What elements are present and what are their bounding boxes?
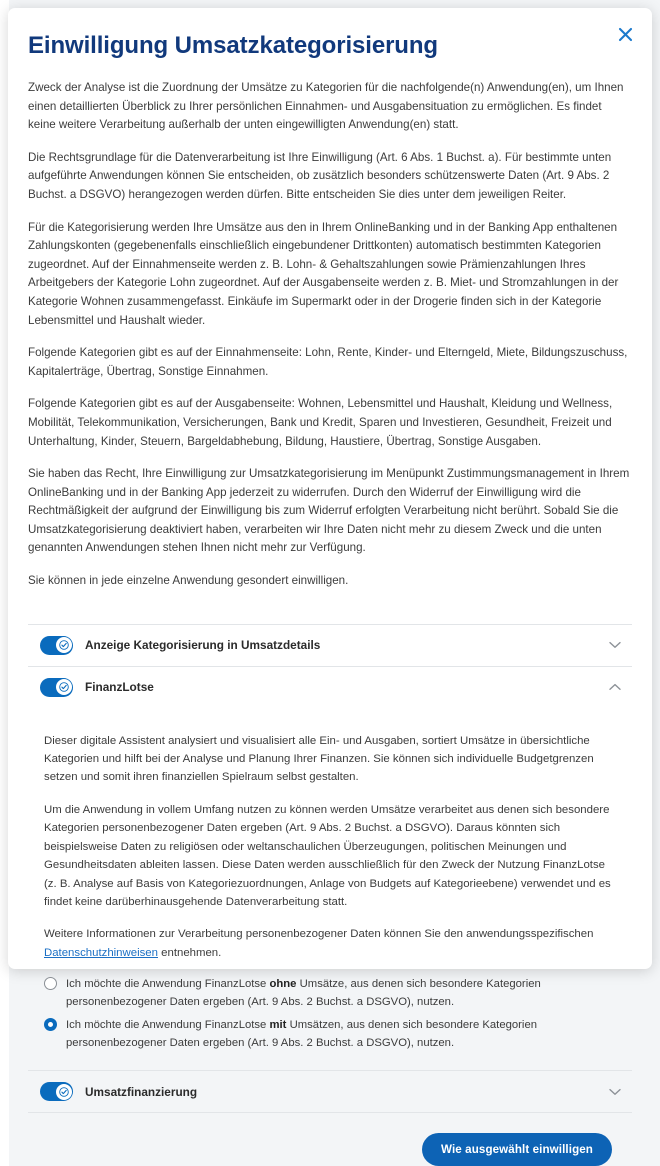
panel-paragraph: Dieser digitale Assistent analysiert und visualisiert alle Ein- und Ausgaben, sortiert Umsätze in übersichtliche Kategorien und hilft bei der Analyse und Planung Ihrer Finanzen. Sie können sich individuelle Budgetgrenzen setzen und somit ihren finanziellen Spielraum selbst gestalten. bbox=[44, 734, 594, 784]
radio-option-label bbox=[66, 1017, 616, 1052]
radio-text-before: Ich möchte die Anwendung FinanzLotse bbox=[66, 1019, 270, 1032]
check-icon bbox=[56, 1084, 72, 1100]
link-prefix-text: Weitere Informationen zur Verarbeitung personenbezogener Daten können Sie den anwendungsspezifischen bbox=[44, 928, 594, 941]
panel-link-paragraph bbox=[44, 925, 616, 962]
consent-toggle-umsatzfinanzierung[interactable] bbox=[40, 1082, 73, 1101]
accordion-header[interactable] bbox=[28, 625, 632, 666]
submit-consent-button[interactable]: Wie ausgewählt einwilligen bbox=[422, 1133, 612, 1166]
check-icon bbox=[56, 637, 72, 653]
radio-unselected-icon[interactable] bbox=[44, 977, 57, 990]
intro-paragraph: Für die Kategorisierung werden Ihre Umsätze aus den in Ihrem OnlineBanking und in der Banking App enthaltenen Zahlungskonten (gegebenenfalls einschließlich eingebundener Drittkonten) automatisch bestimmten Kategorien zugeordnet. Auf der Einnahmenseite werden z. B. Lohn- & Gehaltszahlungen sowie Prämienzahlungen Ihres Arbeitgebers der Kategorie Lohn zugeordnet. Auf der Ausgabenseite werden z. B. Miet- und Stromzahlungen in der Kategorie Wohnen zusammengefasst. Einkäufe im Supermarkt oder in der Drogerie finden sich in der Kategorie Lebensmittel und Haushalt wieder. bbox=[28, 220, 619, 327]
accordion-header[interactable] bbox=[28, 667, 632, 708]
accordion-item-umsatzfinanzierung bbox=[28, 1070, 632, 1113]
consent-dialog bbox=[8, 8, 652, 1157]
radio-option-mit[interactable] bbox=[44, 1017, 616, 1052]
intro-text-block bbox=[28, 79, 632, 614]
privacy-notice-link[interactable]: Datenschutzhinweisen bbox=[44, 946, 158, 959]
radio-text-before: Ich möchte die Anwendung FinanzLotse bbox=[66, 978, 270, 991]
dialog-body bbox=[8, 79, 652, 1166]
consent-toggle-kategorisierung[interactable] bbox=[40, 636, 73, 655]
radio-option-label bbox=[66, 976, 616, 1011]
intro-paragraph: Zweck der Analyse ist die Zuordnung der Umsätze zu Kategorien für die nachfolgende(n) Anwendung(en), um Ihnen einen detaillierten Überblick zu Ihrer persönlichen Einnahmen- und Ausgabensituation zu ermöglichen. Es findet keine weitere Verarbeitung außerhalb der unten eingewilligten Anwendung(en) statt. bbox=[28, 81, 624, 132]
special-data-radio-group bbox=[44, 976, 616, 1052]
radio-selected-icon[interactable] bbox=[44, 1018, 57, 1031]
link-suffix-text: entnehmen. bbox=[157, 946, 222, 959]
radio-option-ohne[interactable] bbox=[44, 976, 616, 1011]
dialog-footer bbox=[28, 1113, 632, 1166]
page-title: Einwilligung Umsatzkategorisierung bbox=[28, 32, 438, 59]
accordion-header[interactable] bbox=[28, 1071, 632, 1112]
radio-text-after: Umsätzen, aus denen sich besondere Kategorien personenbezogener Daten ergeben (Art. 9 Abs. 2 Buchst. a DSGVO), nutzen. bbox=[66, 1019, 538, 1049]
accordion-item-kategorisierung bbox=[28, 624, 632, 666]
accordion-item-finanzlotse bbox=[28, 666, 632, 1070]
consent-toggle-finanzlotse[interactable] bbox=[40, 678, 73, 697]
radio-text-emphasis: ohne bbox=[269, 978, 297, 991]
intro-paragraph: Sie haben das Recht, Ihre Einwilligung zur Umsatzkategorisierung im Menüpunkt Zustimmungsmanagement in Ihrem OnlineBanking und in der Banking App jederzeit zu widerrufen. Durch den Widerruf der Einwilligung wird die Rechtmäßigkeit der aufgrund der Einwilligung bis zum Widerruf erfolgten Verarbeitung nicht berührt. Sobald Sie die Umsatzkategorisierung deaktiviert haben, verarbeiten wir Ihre Daten nicht mehr zu diesem Zweck und die unten genannten Anwendungen stehen Ihnen nicht mehr zur Verfügung. bbox=[28, 467, 630, 555]
radio-text-emphasis: mit bbox=[269, 1019, 287, 1032]
chevron-down-icon[interactable] bbox=[606, 636, 624, 654]
close-icon[interactable] bbox=[612, 21, 638, 47]
check-icon bbox=[56, 679, 72, 695]
accordion-panel-finanzlotse bbox=[28, 708, 632, 1070]
accordion-label: Umsatzfinanzierung bbox=[85, 1084, 198, 1099]
intro-paragraph: Sie können in jede einzelne Anwendung gesondert einwilligen. bbox=[28, 574, 349, 588]
application-consent-list bbox=[28, 624, 632, 1113]
chevron-down-icon[interactable] bbox=[606, 1083, 624, 1101]
chevron-up-icon[interactable] bbox=[606, 678, 624, 696]
intro-paragraph: Folgende Kategorien gibt es auf der Ausgabenseite: Wohnen, Lebensmittel und Haushalt, Kleidung und Wellness, Mobilität, Telekommunikation, Versicherungen, Bank und Kredit, Sparen und Investieren, Gesundheit, Freizeit und Unterhaltung, Kinder, Steuern, Bargeldabhebung, Bildung, Haustiere, Übertrag, Sonstige Ausgaben. bbox=[28, 397, 613, 448]
radio-text-after: Umsätze, aus denen sich besondere Kategorien personenbezogener Daten ergeben (Art. 9 Abs. 2 Buchst. a DSGVO), nutzen. bbox=[66, 978, 541, 1008]
accordion-label: Anzeige Kategorisierung in Umsatzdetails bbox=[85, 638, 321, 653]
intro-paragraph: Die Rechtsgrundlage für die Datenverarbeitung ist Ihre Einwilligung (Art. 6 Abs. 1 Buchst. a). Für bestimmte unten aufgeführte Anwendungen können Sie entscheiden, ob zusätzlich besonders schützenswerte Daten (Art. 9 Abs. 2 Buchst. a DSGVO) herangezogen werden dürfen. Bitte entscheiden Sie dies unter dem jeweiligen Reiter. bbox=[28, 150, 612, 201]
accordion-label: FinanzLotse bbox=[85, 680, 154, 695]
intro-paragraph: Folgende Kategorien gibt es auf der Einnahmenseite: Lohn, Rente, Kinder- und Elterngeld, Miete, Bildungszuschuss, Kapitalerträge, Übertrag, Sonstige Einnahmen. bbox=[28, 346, 628, 378]
panel-paragraph: Um die Anwendung in vollem Umfang nutzen zu können werden Umsätze verarbeitet aus denen sich besondere Kategorien personenbezogener Daten ergeben (Art. 9 Abs. 2 Buchst. a DSGVO). Daraus könnten sich beispielsweise Daten zu religiösen oder weltanschaulichen Überzeugungen, politischen Meinungen und Gesundheitsdaten ableiten lassen. Diese Daten werden ausschließlich für den Zweck der Nutzung FinanzLotse (z. B. Analyse auf Basis von Kategoriezuordnungen, Anlage von Budgets auf Kategorieebene) verwendet und es findet keine darüberhinausgehende Datenverarbeitung statt. bbox=[44, 803, 611, 908]
